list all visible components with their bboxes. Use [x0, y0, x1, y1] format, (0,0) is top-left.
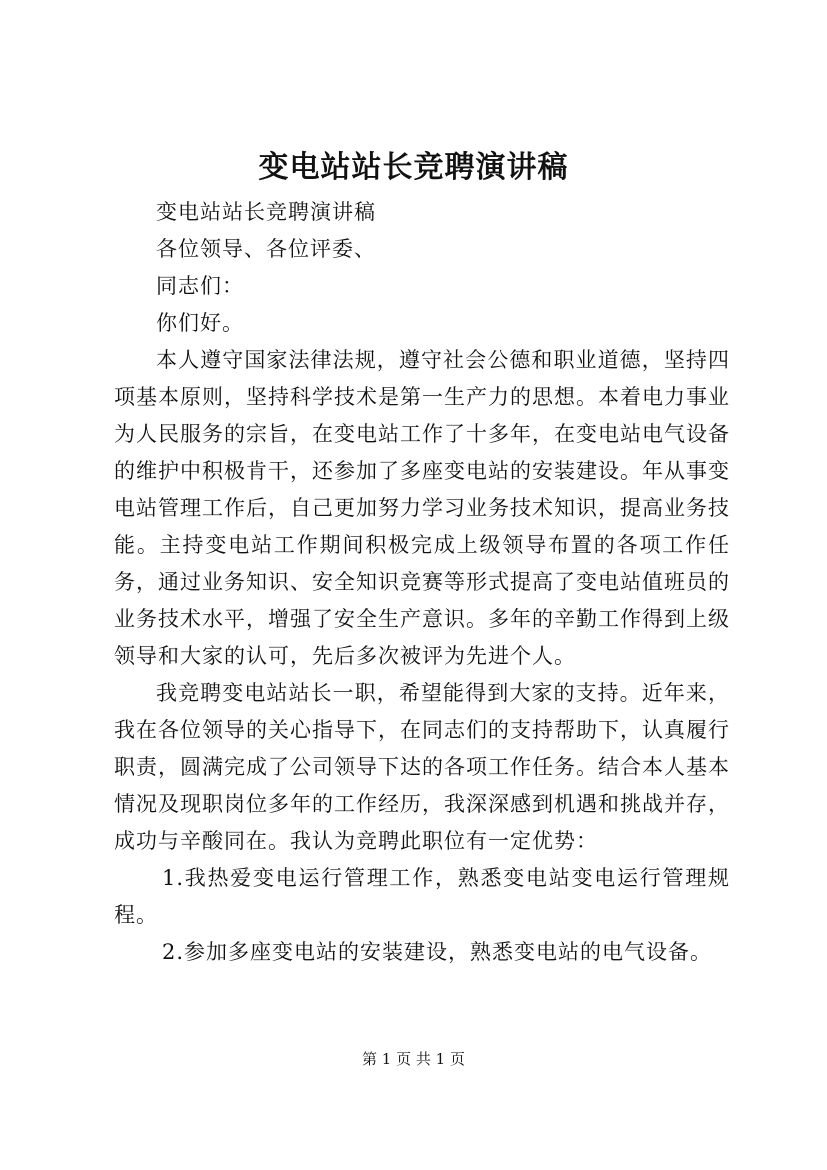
- list-item: 2.参加多座变电站的安装建设，熟悉变电站的电气设备。: [162, 940, 713, 964]
- paragraph-heading: 变电站站长竞聘演讲稿: [156, 200, 376, 224]
- document-body: [114, 194, 730, 971]
- paragraph-candidacy: 我竞聘变电站站长一职，希望能得到大家的支持。近年来，我在各位领导的关心指导下，在同志们的支持帮助下，认真履行职责，圆满完成了公司领导下达的各项工作任务。结合本人基本情况及现职岗位多年的工作经历，我深深感到机遇和挑战并存，成功与辛酸同在。我认为竞聘此职位有一定优势：: [114, 681, 730, 853]
- paragraph-salutation: 各位领导、各位评委、: [156, 237, 376, 261]
- list-item: 1.我热爱变电运行管理工作，熟悉变电站变电运行管理规程。: [114, 866, 730, 927]
- paragraph-salutation-cont: 同志们：: [156, 274, 244, 298]
- page-footer: 第 1 页 共 1 页: [362, 1050, 465, 1068]
- paragraph-background: 本人遵守国家法律法规，遵守社会公德和职业道德，坚持四项基本原则，坚持科学技术是第一生产力的思想。本着电力事业为人民服务的宗旨，在变电站工作了十多年，在变电站电气设备的维护中积极肯干，还参加了多座变电站的安装建设。年从事变电站管理工作后，自己更加努力学习业务技术知识，提高业务技能。主持变电站工作期间积极完成上级领导布置的各项工作任务，通过业务知识、安全知识竞赛等形式提高了变电站值班员的业务技术水平，增强了安全生产意识。多年的辛勤工作得到上级领导和大家的认可，先后多次被评为先进个人。: [114, 348, 730, 668]
- paragraph-greeting: 你们好。: [156, 311, 244, 335]
- document-title: 变电站站长竞聘演讲稿: [258, 150, 569, 185]
